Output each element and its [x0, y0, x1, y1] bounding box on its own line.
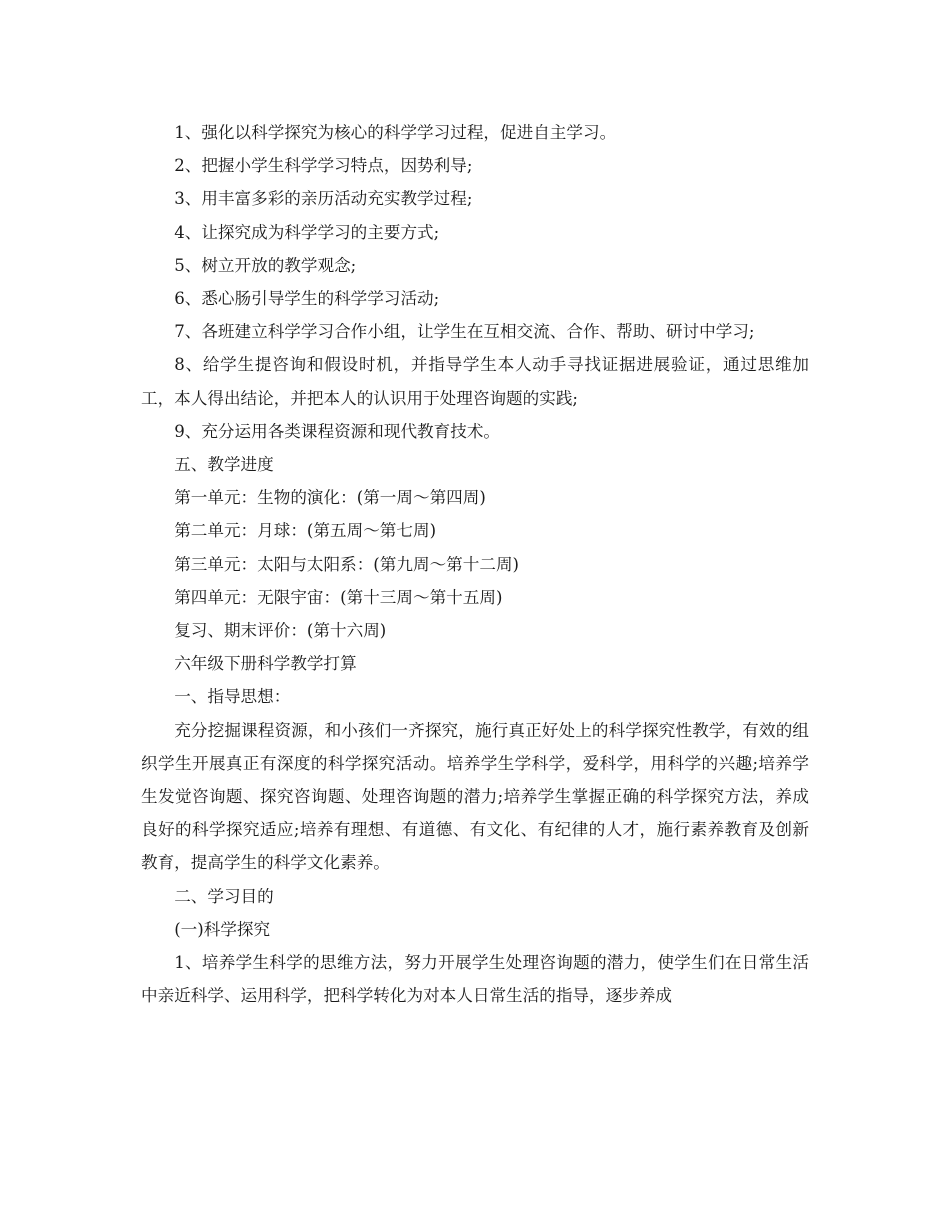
schedule-unit-1: 第一单元：生物的演化：(第一周～第四周)	[174, 488, 486, 508]
plan-title: 六年级下册科学教学打算	[174, 654, 357, 674]
paragraph-3: 3、用丰富多彩的亲历活动充实教学过程;	[174, 189, 473, 209]
paragraph-9: 9、充分运用各类课程资源和现代教育技术。	[174, 421, 501, 441]
paragraph-5: 5、树立开放的教学观念;	[174, 255, 357, 275]
schedule-review: 复习、期末评价：(第十六周)	[174, 621, 387, 641]
schedule-unit-2: 第二单元：月球：(第五周～第七周)	[174, 521, 437, 541]
document-body	[141, 116, 809, 1012]
schedule-unit-4: 第四单元：无限宇宙：(第十三周～第十五周)	[174, 587, 503, 607]
paragraph-4: 4、让探究成为科学学习的主要方式;	[174, 222, 440, 242]
learning-goal-1: 1、培养学生科学的思维方法，努力开展学生处理咨询题的潜力，使学生们在日常生活中亲近科学、运用科学，把科学转化为对本人日常生活的指导，逐步养成	[141, 953, 809, 1006]
paragraph-1: 1、强化以科学探究为核心的科学学习过程，促进自主学习。	[174, 123, 617, 142]
section-heading-schedule: 五、教学进度	[174, 455, 274, 475]
section-heading-learning-goals: 二、学习目的	[174, 886, 274, 906]
paragraph-8: 8、给学生提咨询和假设时机，并指导学生本人动手寻找证据进展验证，通过思维加工，本人得出结论，并把本人的认识用于处理咨询题的实践;	[141, 355, 809, 408]
schedule-unit-3: 第三单元：太阳与太阳系：(第九周～第十二周)	[174, 554, 520, 574]
paragraph-6: 6、悉心肠引导学生的科学学习活动;	[174, 289, 440, 309]
section-heading-guiding-thought: 一、指导思想：	[174, 687, 291, 707]
paragraph-7: 7、各班建立科学学习合作小组，让学生在互相交流、合作、帮助、研讨中学习;	[174, 322, 755, 342]
subsection-heading-science-inquiry: (一)科学探究	[174, 919, 271, 939]
paragraph-2: 2、把握小学生科学学习特点，因势利导;	[174, 156, 473, 176]
guiding-thought-body: 充分挖掘课程资源，和小孩们一齐探究，施行真正好处上的科学探究性教学，有效的组织学生开展真正有深度的科学探究活动。培养学生学科学，爱科学，用科学的兴趣;培养学生发觉咨询题、探究咨询题、处理咨询题的潜力;培养学生掌握正确的科学探究方法，养成良好的科学探究适应;培养有理想、有道德、有文化、有纪律的人才，施行素养教育及创新教育，提高学生的科学文化素养。	[141, 720, 809, 873]
